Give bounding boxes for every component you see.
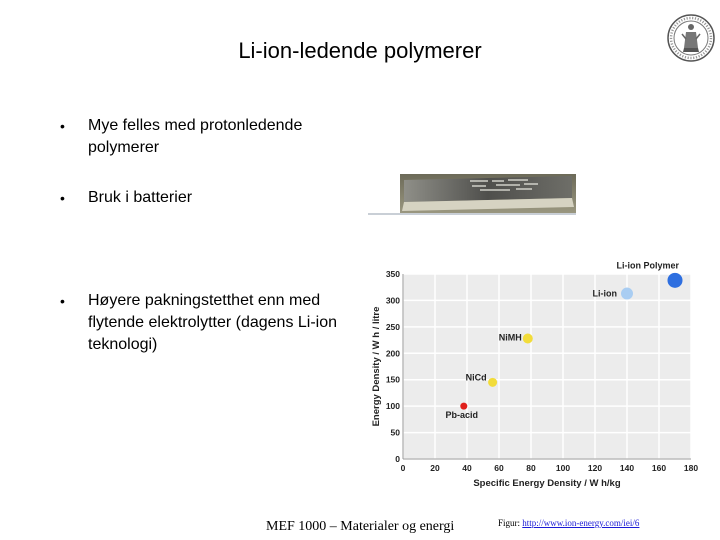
data-point xyxy=(621,288,633,300)
x-tick-label: 160 xyxy=(651,463,667,473)
y-tick-label: 250 xyxy=(385,321,400,332)
slide-title: Li-ion-ledende polymerer xyxy=(238,38,482,63)
university-seal-icon xyxy=(666,12,716,64)
x-tick-label: 80 xyxy=(526,463,536,473)
y-tick-label: 350 xyxy=(385,269,400,279)
data-point xyxy=(488,378,497,387)
x-tick-label: 20 xyxy=(430,463,440,473)
bullet-marker: • xyxy=(60,190,65,206)
data-point xyxy=(668,273,683,288)
y-tick-label: 0 xyxy=(395,454,400,464)
energy-density-chart xyxy=(360,260,704,492)
source-label: Figur: xyxy=(498,518,521,528)
bullet-text: Høyere pakningstetthet enn med flytende elektrolytter (dagens Li-ion teknologi) xyxy=(88,292,338,353)
data-label: Pb-acid xyxy=(445,410,479,421)
x-tick-label: 120 xyxy=(587,463,603,473)
chart-canvas xyxy=(360,260,704,492)
bullet-marker: • xyxy=(60,118,65,134)
y-tick-label: 300 xyxy=(385,295,400,306)
y-tick-label: 200 xyxy=(385,348,400,359)
x-tick-label: 0 xyxy=(400,463,406,473)
y-tick-label: 50 xyxy=(390,427,400,438)
polymer-battery-photo xyxy=(400,174,576,214)
x-tick-label: 60 xyxy=(494,463,504,473)
y-tick-label: 150 xyxy=(385,374,400,385)
x-tick-label: 180 xyxy=(683,463,699,473)
data-label: NiMH xyxy=(498,332,522,343)
bullet-text: Mye felles med protonledende polymerer xyxy=(88,117,303,156)
y-tick-label: 100 xyxy=(385,401,400,412)
x-tick-label: 100 xyxy=(555,463,571,473)
source-link[interactable]: http://www.ion-energy.com/iei/6 xyxy=(522,518,640,528)
x-axis-label: Specific Energy Density / W h/kg xyxy=(473,478,621,489)
data-point xyxy=(523,333,533,343)
y-axis-label: Energy Density / W h / litre xyxy=(371,306,382,427)
x-tick-label: 40 xyxy=(462,463,472,473)
bullet-marker: • xyxy=(60,293,65,309)
figure-source xyxy=(498,518,639,528)
slide-footer: MEF 1000 – Materialer og energi xyxy=(266,519,455,534)
x-tick-label: 140 xyxy=(619,463,635,473)
bullet-text: Bruk i batterier xyxy=(88,189,193,206)
data-label: Li-ion xyxy=(592,288,617,299)
photo-underline xyxy=(368,213,576,215)
data-label: NiCd xyxy=(465,372,487,383)
data-label: Li-ion Polymer xyxy=(616,260,679,271)
plot-area xyxy=(403,274,691,459)
data-point xyxy=(460,403,467,410)
